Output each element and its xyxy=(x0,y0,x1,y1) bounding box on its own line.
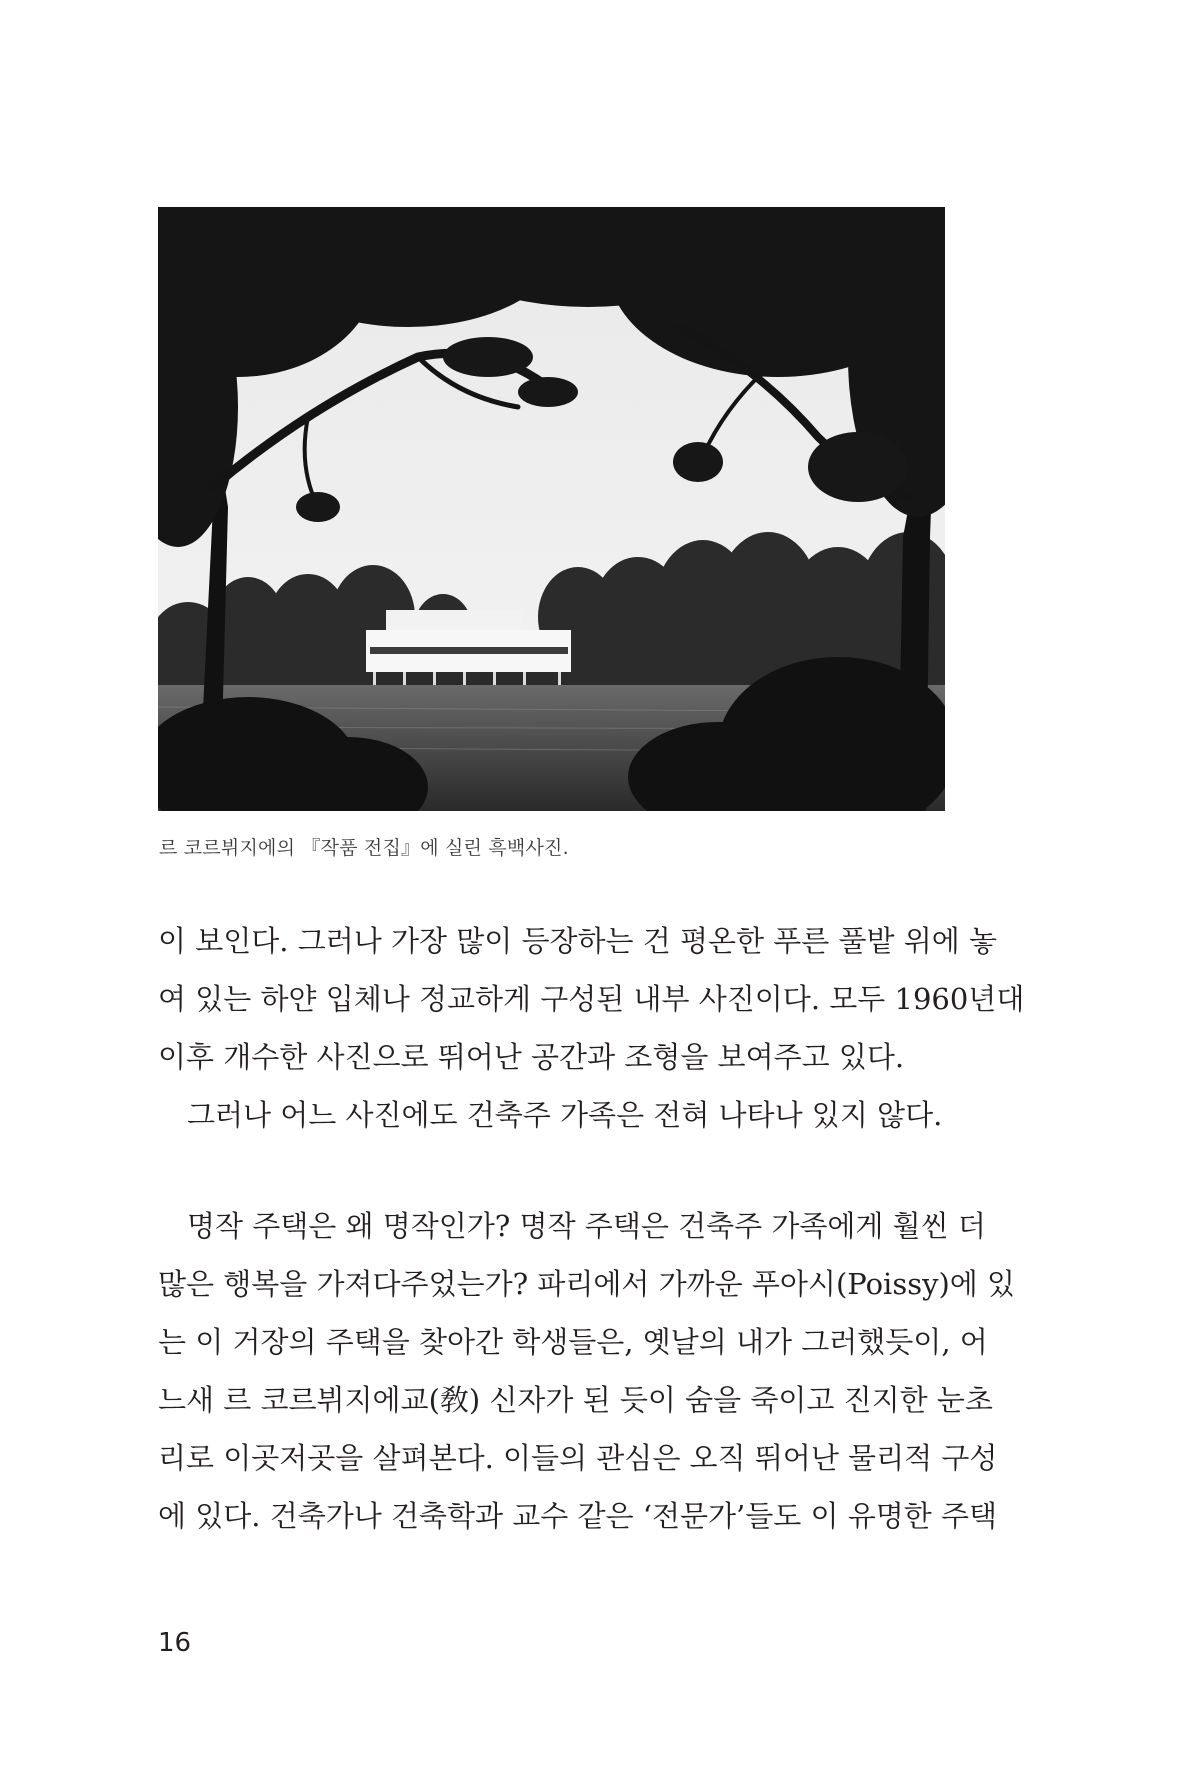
body-text-lower xyxy=(158,1197,1016,1545)
page-number: 16 xyxy=(158,1628,192,1658)
text-line: 여 있는 하얀 입체나 정교하게 구성된 내부 사진이다. 모두 1960년대 xyxy=(158,982,1025,1016)
text-line: 느새 르 코르뷔지에교(敎) 신자가 된 듯이 숨을 죽이고 진지한 눈초 xyxy=(158,1383,993,1417)
body-text-upper xyxy=(158,912,1025,1144)
text-line: 그러나 어느 사진에도 건축주 가족은 전혀 나타나 있지 않다. xyxy=(187,1098,943,1132)
villa-savoye-photo xyxy=(158,207,945,811)
text-line: 는 이 거장의 주택을 찾아간 학생들은, 옛날의 내가 그러했듯이, 어 xyxy=(158,1325,988,1359)
text-line: 리로 이곳저곳을 살펴본다. 이들의 관심은 오직 뛰어난 물리적 구성 xyxy=(158,1441,998,1475)
text-line: 이후 개수한 사진으로 뛰어난 공간과 조형을 보여주고 있다. xyxy=(158,1040,905,1074)
text-line: 에 있다. 건축가나 건축학과 교수 같은 ‘전문가’들도 이 유명한 주택 xyxy=(158,1499,997,1533)
text-line: 이 보인다. 그러나 가장 많이 등장하는 건 평온한 푸른 풀밭 위에 놓 xyxy=(158,924,997,958)
text-line: 많은 행복을 가져다주었는가? 파리에서 가까운 푸아시(Poissy)에 있 xyxy=(158,1267,1016,1301)
photo-caption: 르 코르뷔지에의 『작품 전집』에 실린 흑백사진. xyxy=(159,837,569,859)
text-line: 명작 주택은 왜 명작인가? 명작 주택은 건축주 가족에게 훨씬 더 xyxy=(187,1209,986,1243)
